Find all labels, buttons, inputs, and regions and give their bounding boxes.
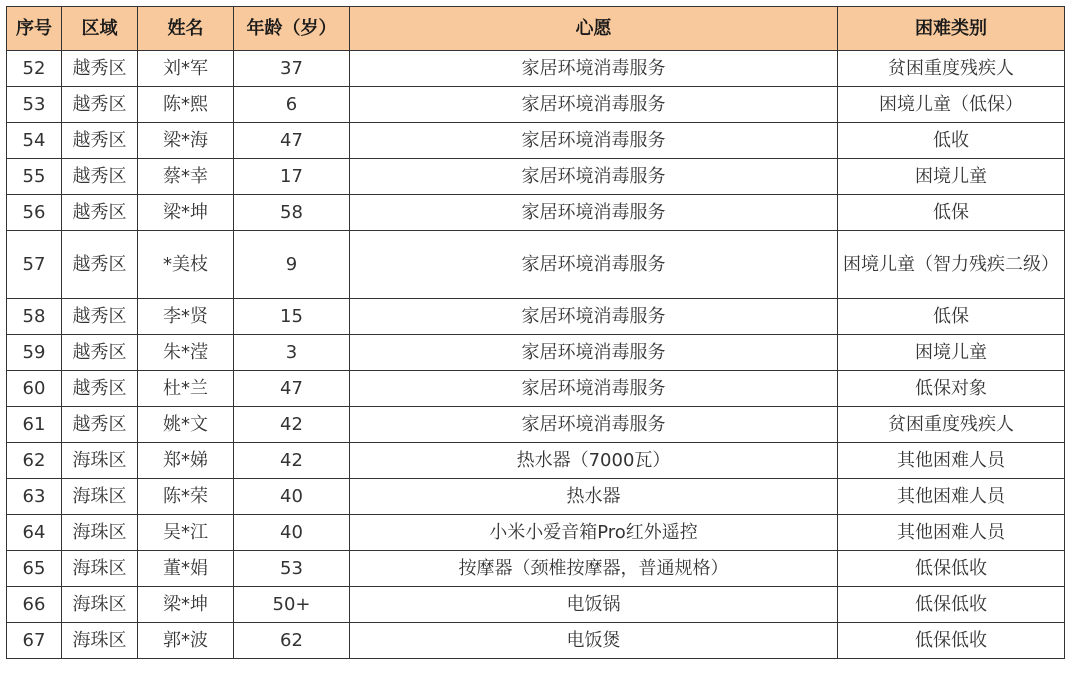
cell-wish: 电饭煲 [350, 623, 838, 659]
cell-wish: 家居环境消毒服务 [350, 87, 838, 123]
cell-category: 低保低收 [838, 551, 1065, 587]
table-row [7, 299, 1065, 335]
cell-age: 62 [234, 623, 350, 659]
cell-age: 37 [234, 51, 350, 87]
cell-age: 47 [234, 371, 350, 407]
cell-name: 梁*坤 [138, 587, 234, 623]
cell-index: 66 [7, 587, 62, 623]
cell-index: 59 [7, 335, 62, 371]
cell-category: 其他困难人员 [838, 515, 1065, 551]
cell-age: 9 [234, 231, 350, 299]
table-row [7, 407, 1065, 443]
cell-index: 61 [7, 407, 62, 443]
cell-category: 贫困重度残疾人 [838, 51, 1065, 87]
cell-age: 42 [234, 443, 350, 479]
cell-name: 董*娟 [138, 551, 234, 587]
cell-age: 42 [234, 407, 350, 443]
cell-category: 困境儿童（智力残疾二级） [838, 231, 1065, 299]
header-name: 姓名 [138, 7, 234, 51]
cell-name: 刘*军 [138, 51, 234, 87]
cell-name: 吴*江 [138, 515, 234, 551]
cell-age: 50+ [234, 587, 350, 623]
table-row [7, 335, 1065, 371]
cell-name: 梁*坤 [138, 195, 234, 231]
cell-name: 郭*波 [138, 623, 234, 659]
cell-name: 陈*荣 [138, 479, 234, 515]
cell-age: 6 [234, 87, 350, 123]
cell-wish: 家居环境消毒服务 [350, 231, 838, 299]
wish-list-table [6, 6, 1065, 659]
table-row [7, 123, 1065, 159]
cell-district: 越秀区 [62, 335, 138, 371]
cell-category: 其他困难人员 [838, 479, 1065, 515]
cell-age: 53 [234, 551, 350, 587]
cell-index: 67 [7, 623, 62, 659]
cell-district: 越秀区 [62, 299, 138, 335]
cell-district: 海珠区 [62, 443, 138, 479]
cell-category: 低保低收 [838, 587, 1065, 623]
cell-category: 困境儿童 [838, 159, 1065, 195]
cell-district: 越秀区 [62, 407, 138, 443]
cell-wish: 热水器（7000瓦） [350, 443, 838, 479]
cell-wish: 家居环境消毒服务 [350, 51, 838, 87]
cell-index: 63 [7, 479, 62, 515]
cell-index: 57 [7, 231, 62, 299]
cell-age: 17 [234, 159, 350, 195]
header-index: 序号 [7, 7, 62, 51]
cell-index: 58 [7, 299, 62, 335]
cell-index: 55 [7, 159, 62, 195]
cell-wish: 家居环境消毒服务 [350, 371, 838, 407]
cell-district: 越秀区 [62, 231, 138, 299]
cell-index: 56 [7, 195, 62, 231]
cell-wish: 热水器 [350, 479, 838, 515]
cell-age: 47 [234, 123, 350, 159]
table-row [7, 159, 1065, 195]
header-row [7, 7, 1065, 51]
cell-name: *美枝 [138, 231, 234, 299]
cell-index: 54 [7, 123, 62, 159]
cell-index: 52 [7, 51, 62, 87]
cell-name: 陈*熙 [138, 87, 234, 123]
cell-age: 15 [234, 299, 350, 335]
cell-name: 梁*海 [138, 123, 234, 159]
cell-wish: 家居环境消毒服务 [350, 123, 838, 159]
cell-name: 李*贤 [138, 299, 234, 335]
cell-name: 杜*兰 [138, 371, 234, 407]
cell-district: 海珠区 [62, 623, 138, 659]
table-row [7, 231, 1065, 299]
header-district: 区域 [62, 7, 138, 51]
cell-wish: 小米小爱音箱Pro红外遥控 [350, 515, 838, 551]
table-row [7, 551, 1065, 587]
cell-district: 越秀区 [62, 371, 138, 407]
table-row [7, 195, 1065, 231]
table-row [7, 87, 1065, 123]
cell-index: 65 [7, 551, 62, 587]
cell-name: 姚*文 [138, 407, 234, 443]
header-category: 困难类别 [838, 7, 1065, 51]
cell-wish: 按摩器（颈椎按摩器，普通规格） [350, 551, 838, 587]
cell-district: 越秀区 [62, 195, 138, 231]
cell-district: 越秀区 [62, 159, 138, 195]
table-row [7, 623, 1065, 659]
cell-category: 低保 [838, 299, 1065, 335]
cell-name: 朱*滢 [138, 335, 234, 371]
cell-wish: 家居环境消毒服务 [350, 335, 838, 371]
cell-district: 海珠区 [62, 515, 138, 551]
cell-category: 其他困难人员 [838, 443, 1065, 479]
cell-district: 越秀区 [62, 51, 138, 87]
cell-name: 郑*娣 [138, 443, 234, 479]
cell-category: 低保 [838, 195, 1065, 231]
header-wish: 心愿 [350, 7, 838, 51]
cell-index: 64 [7, 515, 62, 551]
cell-index: 60 [7, 371, 62, 407]
cell-district: 越秀区 [62, 123, 138, 159]
cell-age: 40 [234, 515, 350, 551]
cell-index: 53 [7, 87, 62, 123]
cell-wish: 家居环境消毒服务 [350, 407, 838, 443]
table-row [7, 51, 1065, 87]
cell-category: 困境儿童（低保） [838, 87, 1065, 123]
cell-district: 越秀区 [62, 87, 138, 123]
table-row [7, 515, 1065, 551]
cell-age: 58 [234, 195, 350, 231]
cell-wish: 家居环境消毒服务 [350, 299, 838, 335]
table-row [7, 587, 1065, 623]
table-row [7, 371, 1065, 407]
table-row [7, 443, 1065, 479]
cell-age: 40 [234, 479, 350, 515]
cell-wish: 电饭锅 [350, 587, 838, 623]
cell-district: 海珠区 [62, 479, 138, 515]
cell-wish: 家居环境消毒服务 [350, 195, 838, 231]
cell-age: 3 [234, 335, 350, 371]
cell-category: 低保低收 [838, 623, 1065, 659]
cell-index: 62 [7, 443, 62, 479]
header-age: 年龄（岁） [234, 7, 350, 51]
cell-category: 低收 [838, 123, 1065, 159]
cell-category: 贫困重度残疾人 [838, 407, 1065, 443]
cell-category: 困境儿童 [838, 335, 1065, 371]
cell-name: 蔡*幸 [138, 159, 234, 195]
cell-district: 海珠区 [62, 587, 138, 623]
cell-wish: 家居环境消毒服务 [350, 159, 838, 195]
cell-district: 海珠区 [62, 551, 138, 587]
table-row [7, 479, 1065, 515]
cell-category: 低保对象 [838, 371, 1065, 407]
